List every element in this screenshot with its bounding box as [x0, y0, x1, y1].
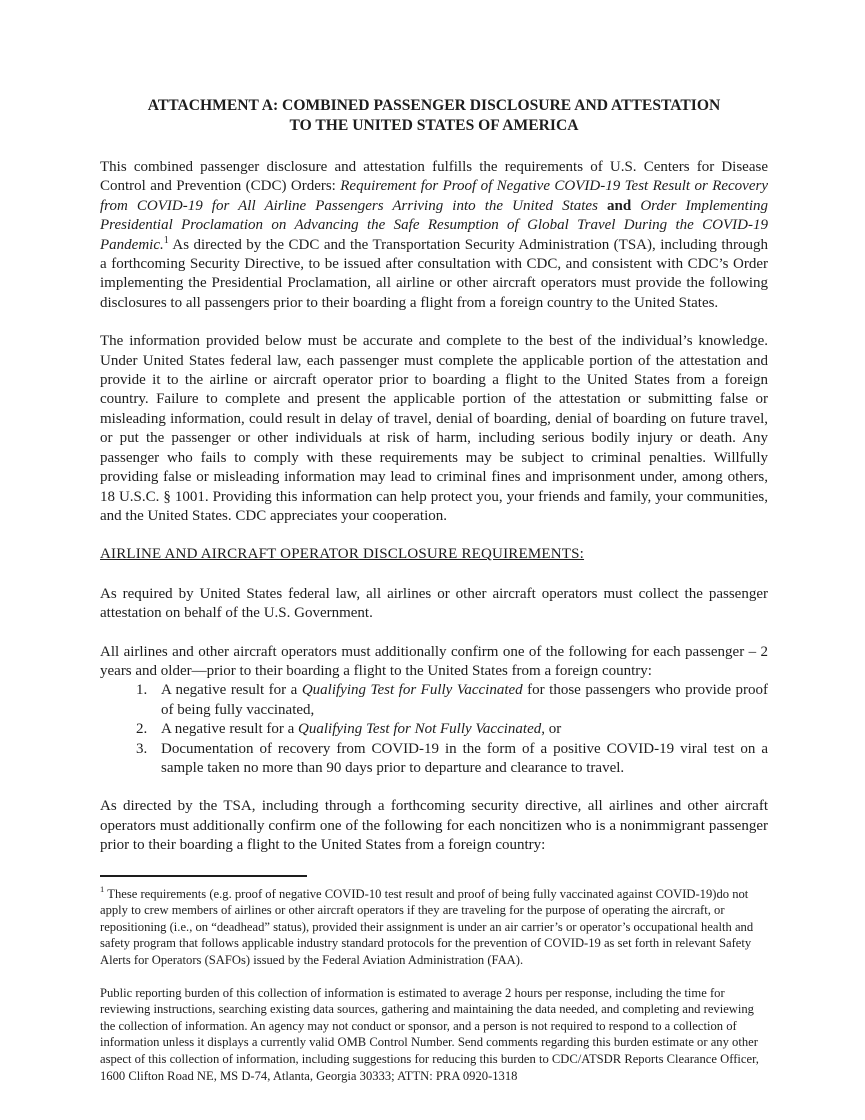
footnote-1-text: These requirements (e.g. proof of negative COVID-10 test result and proof of being fully vaccinated against COVID-19)do not apply to crew members of airlines or other aircraft operators if they are traveling for the purpose of operating the aircraft, or repositioning (i.e., on “deadhead” status), provided their assignment is under an air carrier’s or operator’s occupational health and safety program that follows applicable industry standard protocols for the prevention of COVID-19 as set forth in relevant Safety Alerts for Operators (SAFOs) issued by the Federal Aviation Administration (FAA).	[100, 886, 754, 967]
paragraph-information-accuracy: The information provided below must be accurate and complete to the best of the individual’s knowledge. Under United States federal law, each passenger must complete the applicable portion of the attestation and provide it to the airline or aircraft operator prior to boarding a flight to the United States from a foreign country. Failure to complete and present the applicable portion of the attestation or submitting false or misleading information, could result in delay of travel, denial of boarding, denial of boarding on future travel, or put the passenger or other individuals at risk of harm, including serious bodily injury or death. Any passenger who fails to comply with these requirements may be subject to criminal penalties. Willfully providing false or misleading information may lead to criminal fines and imprisonment under, among others, 18 U.S.C. § 1001. Providing this information can help protect you, your friends and family, your communities, and the United States. CDC appreciates your cooperation.	[100, 333, 768, 524]
document-title-line-1: ATTACHMENT A: COMBINED PASSENGER DISCLOSURE AND ATTESTATION	[147, 97, 721, 114]
footnote-1	[100, 886, 768, 969]
list-item-2-text: A negative result for a Qualifying Test for Not Fully Vaccinated, or	[161, 721, 562, 738]
list-item-1-number: 1.	[136, 682, 148, 699]
document-title	[100, 96, 768, 136]
list-item-3-number: 3.	[136, 740, 148, 757]
paragraph-tsa-directive: As directed by the TSA, including through a forthcoming security directive, all airlines and other aircraft operators must additionally confirm one of the following for each noncitizen who is a nonimmigrant passenger prior to their boarding a flight to the United States from a foreign country:	[100, 798, 768, 854]
list-item-2	[100, 720, 768, 739]
footnote-1-marker: 1	[100, 884, 105, 895]
paragraph-confirm-following: All airlines and other aircraft operators must additionally confirm one of the following for each passenger – 2 years and older—prior to their boarding a flight to the United States from a foreign country:	[100, 643, 768, 679]
list-item-1-text: A negative result for a Qualifying Test for Fully Vaccinated for those passengers who provide proof of being fully vaccinated,	[161, 682, 768, 718]
list-item-1	[100, 681, 768, 720]
footnote-burden-statement: Public reporting burden of this collection of information is estimated to average 2 hours per response, including the time for reviewing instructions, searching existing data sources, gathering and maintaining the data needed, and completing and reviewing the collection of information. An agency may not conduct or sponsor, and a person is not required to respond to a collection of information unless it displays a currently valid OMB Control Number. Send comments regarding this burden estimate or any other aspect of this collection of information, including suggestions for reducing this burden to CDC/ATSDR Reports Clearance Officer, 1600 Clifton Road NE, MS D-74, Atlanta, Georgia 30333; ATTN: PRA 0920-1318	[100, 985, 759, 1083]
paragraph-disclosure-intro: This combined passenger disclosure and attestation fulfills the requirements of U.S. Centers for Disease Control and Prevention (CDC) Orders: Requirement for Proof of Negative COVID-19 Test Result or Recovery from COVID-19 for All Airline Passengers Arriving into the United States and Order Implementing Presidential Proclamation on Advancing the Safe Resumption of Global Travel During the COVID-19 Pandemic.$^1$ As directed by the CDC and the Transportation Security Administration (TSA), including through a forthcoming Security Directive, to be issued after consultation with CDC, and consistent with CDC’s Order implementing the Presidential Proclamation, all airline or other aircraft operators must provide the following disclosures to all passengers prior to their boarding a flight from a foreign country to the United States.	[100, 159, 768, 311]
section-heading-disclosure-requirements: AIRLINE AND AIRCRAFT OPERATOR DISCLOSURE REQUIREMENTS:	[100, 546, 585, 563]
document-title-line-2: TO THE UNITED STATES OF AMERICA	[289, 117, 579, 134]
list-item-3	[100, 740, 768, 779]
list-item-2-number: 2.	[136, 721, 148, 738]
footnote-area	[100, 875, 768, 1085]
requirements-list	[100, 681, 768, 778]
list-item-3-text: Documentation of recovery from COVID-19 in the form of a positive COVID-19 viral test on a sample taken no more than 90 days prior to departure and clearance to travel.	[161, 740, 768, 776]
footnote-separator	[100, 875, 307, 877]
paragraph-collect-attestation: As required by United States federal law, all airlines or other aircraft operators must collect the passenger attestation on behalf of the U.S. Government.	[100, 585, 768, 622]
